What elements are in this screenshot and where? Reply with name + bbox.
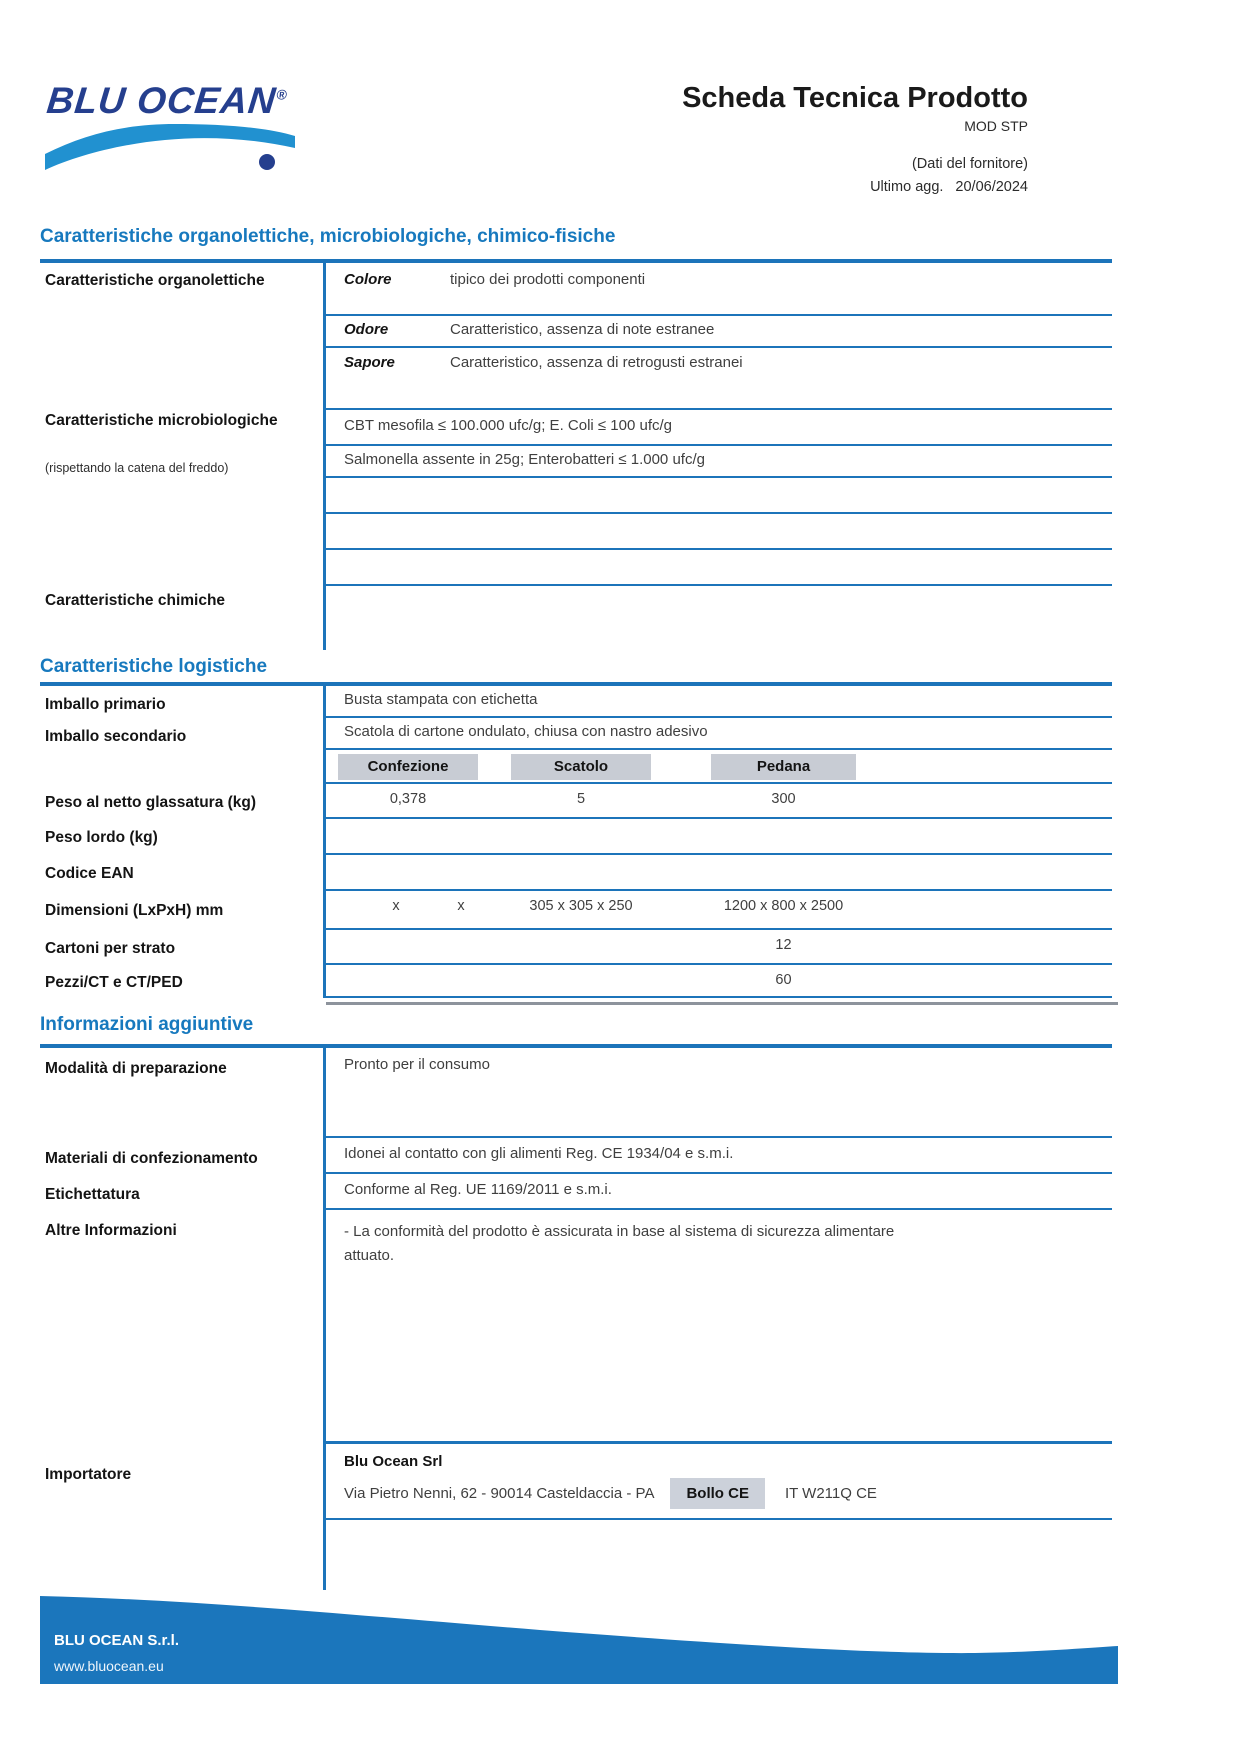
dim-scatolo: 305 x 305 x 250 <box>529 898 633 914</box>
dim-separator-2: x <box>457 898 465 914</box>
doc-model-code: MOD STP <box>964 118 1028 134</box>
table-row-empty <box>326 1520 1112 1590</box>
section-title-additional-info: Informazioni aggiuntive <box>40 1014 254 1035</box>
label-etichettatura: Etichettatura <box>45 1186 140 1203</box>
column-header-scatolo: Scatolo <box>511 754 651 780</box>
colore-value: tipico dei prodotti componenti <box>450 271 646 288</box>
footer-company-name: BLU OCEAN S.r.l. <box>54 1632 180 1649</box>
label-imballo-secondario: Imballo secondario <box>45 728 187 745</box>
table-row-colore <box>326 263 1112 316</box>
label-importatore: Importatore <box>45 1466 132 1483</box>
sapore-value: Caratteristico, assenza di retrogusti estranei <box>450 354 743 371</box>
table-row-chemical-empty <box>326 586 1112 650</box>
last-update <box>500 179 1028 195</box>
label-altre-informazioni: Altre Informazioni <box>45 1222 177 1239</box>
footer-website-link[interactable]: www.bluocean.eu <box>54 1658 164 1674</box>
row-pezzi <box>326 965 1112 998</box>
logo-brand-text <box>45 80 289 122</box>
column-header-confezione: Confezione <box>338 754 478 780</box>
row-modalita: Pronto per il consumo <box>326 1048 1112 1138</box>
logistic-table <box>323 686 1112 998</box>
row-peso-netto <box>326 784 1112 819</box>
table-row-microbiological-2: Salmonella assente in 25g; Enterobatteri ≤ 1.000 ufc/g <box>326 446 1112 478</box>
label-microbiological-note: (rispettando la catena del freddo) <box>45 461 229 475</box>
label-dimensioni: Dimensioni (LxPxH) mm <box>45 902 224 919</box>
table-row-sapore <box>326 348 1112 410</box>
table-row-empty <box>326 550 1112 586</box>
section-title-organoleptic: Caratteristiche organolettiche, microbiologiche, chimico-fisiche <box>40 226 616 247</box>
importatore-nome: Blu Ocean Srl <box>344 1453 443 1470</box>
row-codice-ean-empty <box>326 855 1112 891</box>
supplier-note: (Dati del fornitore) <box>911 156 1028 172</box>
odore-label: Odore <box>344 321 389 338</box>
bollo-ce-code: IT W211Q CE <box>784 1485 877 1502</box>
table-row-empty <box>326 478 1112 514</box>
organoleptic-table <box>323 263 1112 650</box>
logo-wave-icon <box>45 118 305 178</box>
company-logo <box>45 80 325 180</box>
table-row-odore <box>326 316 1112 348</box>
peso-netto-pedana: 300 <box>771 791 796 807</box>
peso-netto-confezione: 0,378 <box>389 791 427 807</box>
last-update-date: 20/06/2024 <box>955 179 1028 195</box>
label-microbiological: Caratteristiche microbiologiche <box>45 412 278 429</box>
label-peso-lordo: Peso lordo (kg) <box>45 829 158 846</box>
altre-informazioni-line1: - La conformità del prodotto è assicurata in base al sistema di sicurezza alimentare <box>344 1223 895 1240</box>
odore-value: Caratteristico, assenza di note estranee <box>450 321 715 338</box>
row-dimensioni <box>326 891 1112 930</box>
sapore-label: Sapore <box>344 354 395 371</box>
registered-trademark-symbol: ® <box>275 86 288 103</box>
importatore-indirizzo: Via Pietro Nenni, 62 - 90014 Casteldaccia - PA <box>344 1485 655 1502</box>
label-materiali: Materiali di confezionamento <box>45 1150 258 1167</box>
last-update-label: Ultimo agg. <box>870 179 944 195</box>
row-materiali: Idonei al contatto con gli alimenti Reg. CE 1934/04 e s.m.i. <box>326 1138 1112 1174</box>
row-cartoni-per-strato <box>326 930 1112 965</box>
row-etichettatura: Conforme al Reg. UE 1169/2011 e s.m.i. <box>326 1174 1112 1210</box>
label-modalita: Modalità di preparazione <box>45 1060 227 1077</box>
row-altre-informazioni <box>326 1210 1112 1444</box>
label-peso-netto: Peso al netto glassatura (kg) <box>45 794 257 811</box>
label-chemical: Caratteristiche chimiche <box>45 592 226 609</box>
label-pezzi: Pezzi/CT e CT/PED <box>45 974 183 991</box>
footer-wave <box>40 1592 1118 1684</box>
logo-brand-name: BLU OCEAN <box>44 80 279 121</box>
document-header <box>500 82 1028 195</box>
page-title: Scheda Tecnica Prodotto <box>682 82 1028 114</box>
pezzi-value: 60 <box>775 972 792 988</box>
colore-label: Colore <box>344 271 392 288</box>
column-header-pedana: Pedana <box>711 754 856 780</box>
section-title-logistic: Caratteristiche logistiche <box>40 656 268 677</box>
row-peso-lordo-empty <box>326 819 1112 855</box>
dim-separator-1: x <box>392 898 400 914</box>
cartoni-per-strato-value: 12 <box>775 937 792 953</box>
row-imballo-primario: Busta stampata con etichetta <box>326 686 1112 718</box>
table-row-empty <box>326 514 1112 550</box>
importatore-dettagli <box>344 1478 1104 1509</box>
altre-informazioni-line2: attuato. <box>344 1247 395 1264</box>
label-imballo-primario: Imballo primario <box>45 696 166 713</box>
label-codice-ean: Codice EAN <box>45 865 134 882</box>
label-organoleptic: Caratteristiche organolettiche <box>45 272 265 289</box>
table-bottom-divider <box>326 1002 1118 1005</box>
label-cartoni-per-strato: Cartoni per strato <box>45 940 176 957</box>
bollo-ce-badge: Bollo CE <box>670 1478 765 1509</box>
row-column-headers <box>326 750 1112 784</box>
row-imballo-secondario: Scatola di cartone ondulato, chiusa con nastro adesivo <box>326 718 1112 750</box>
row-importatore <box>326 1444 1112 1520</box>
additional-info-table <box>323 1048 1112 1590</box>
table-row-microbiological-1: CBT mesofila ≤ 100.000 ufc/g; E. Coli ≤ 100 ufc/g <box>326 410 1112 446</box>
page-footer <box>40 1592 1118 1684</box>
dim-pedana: 1200 x 800 x 2500 <box>723 898 844 914</box>
peso-netto-scatolo: 5 <box>576 791 586 807</box>
